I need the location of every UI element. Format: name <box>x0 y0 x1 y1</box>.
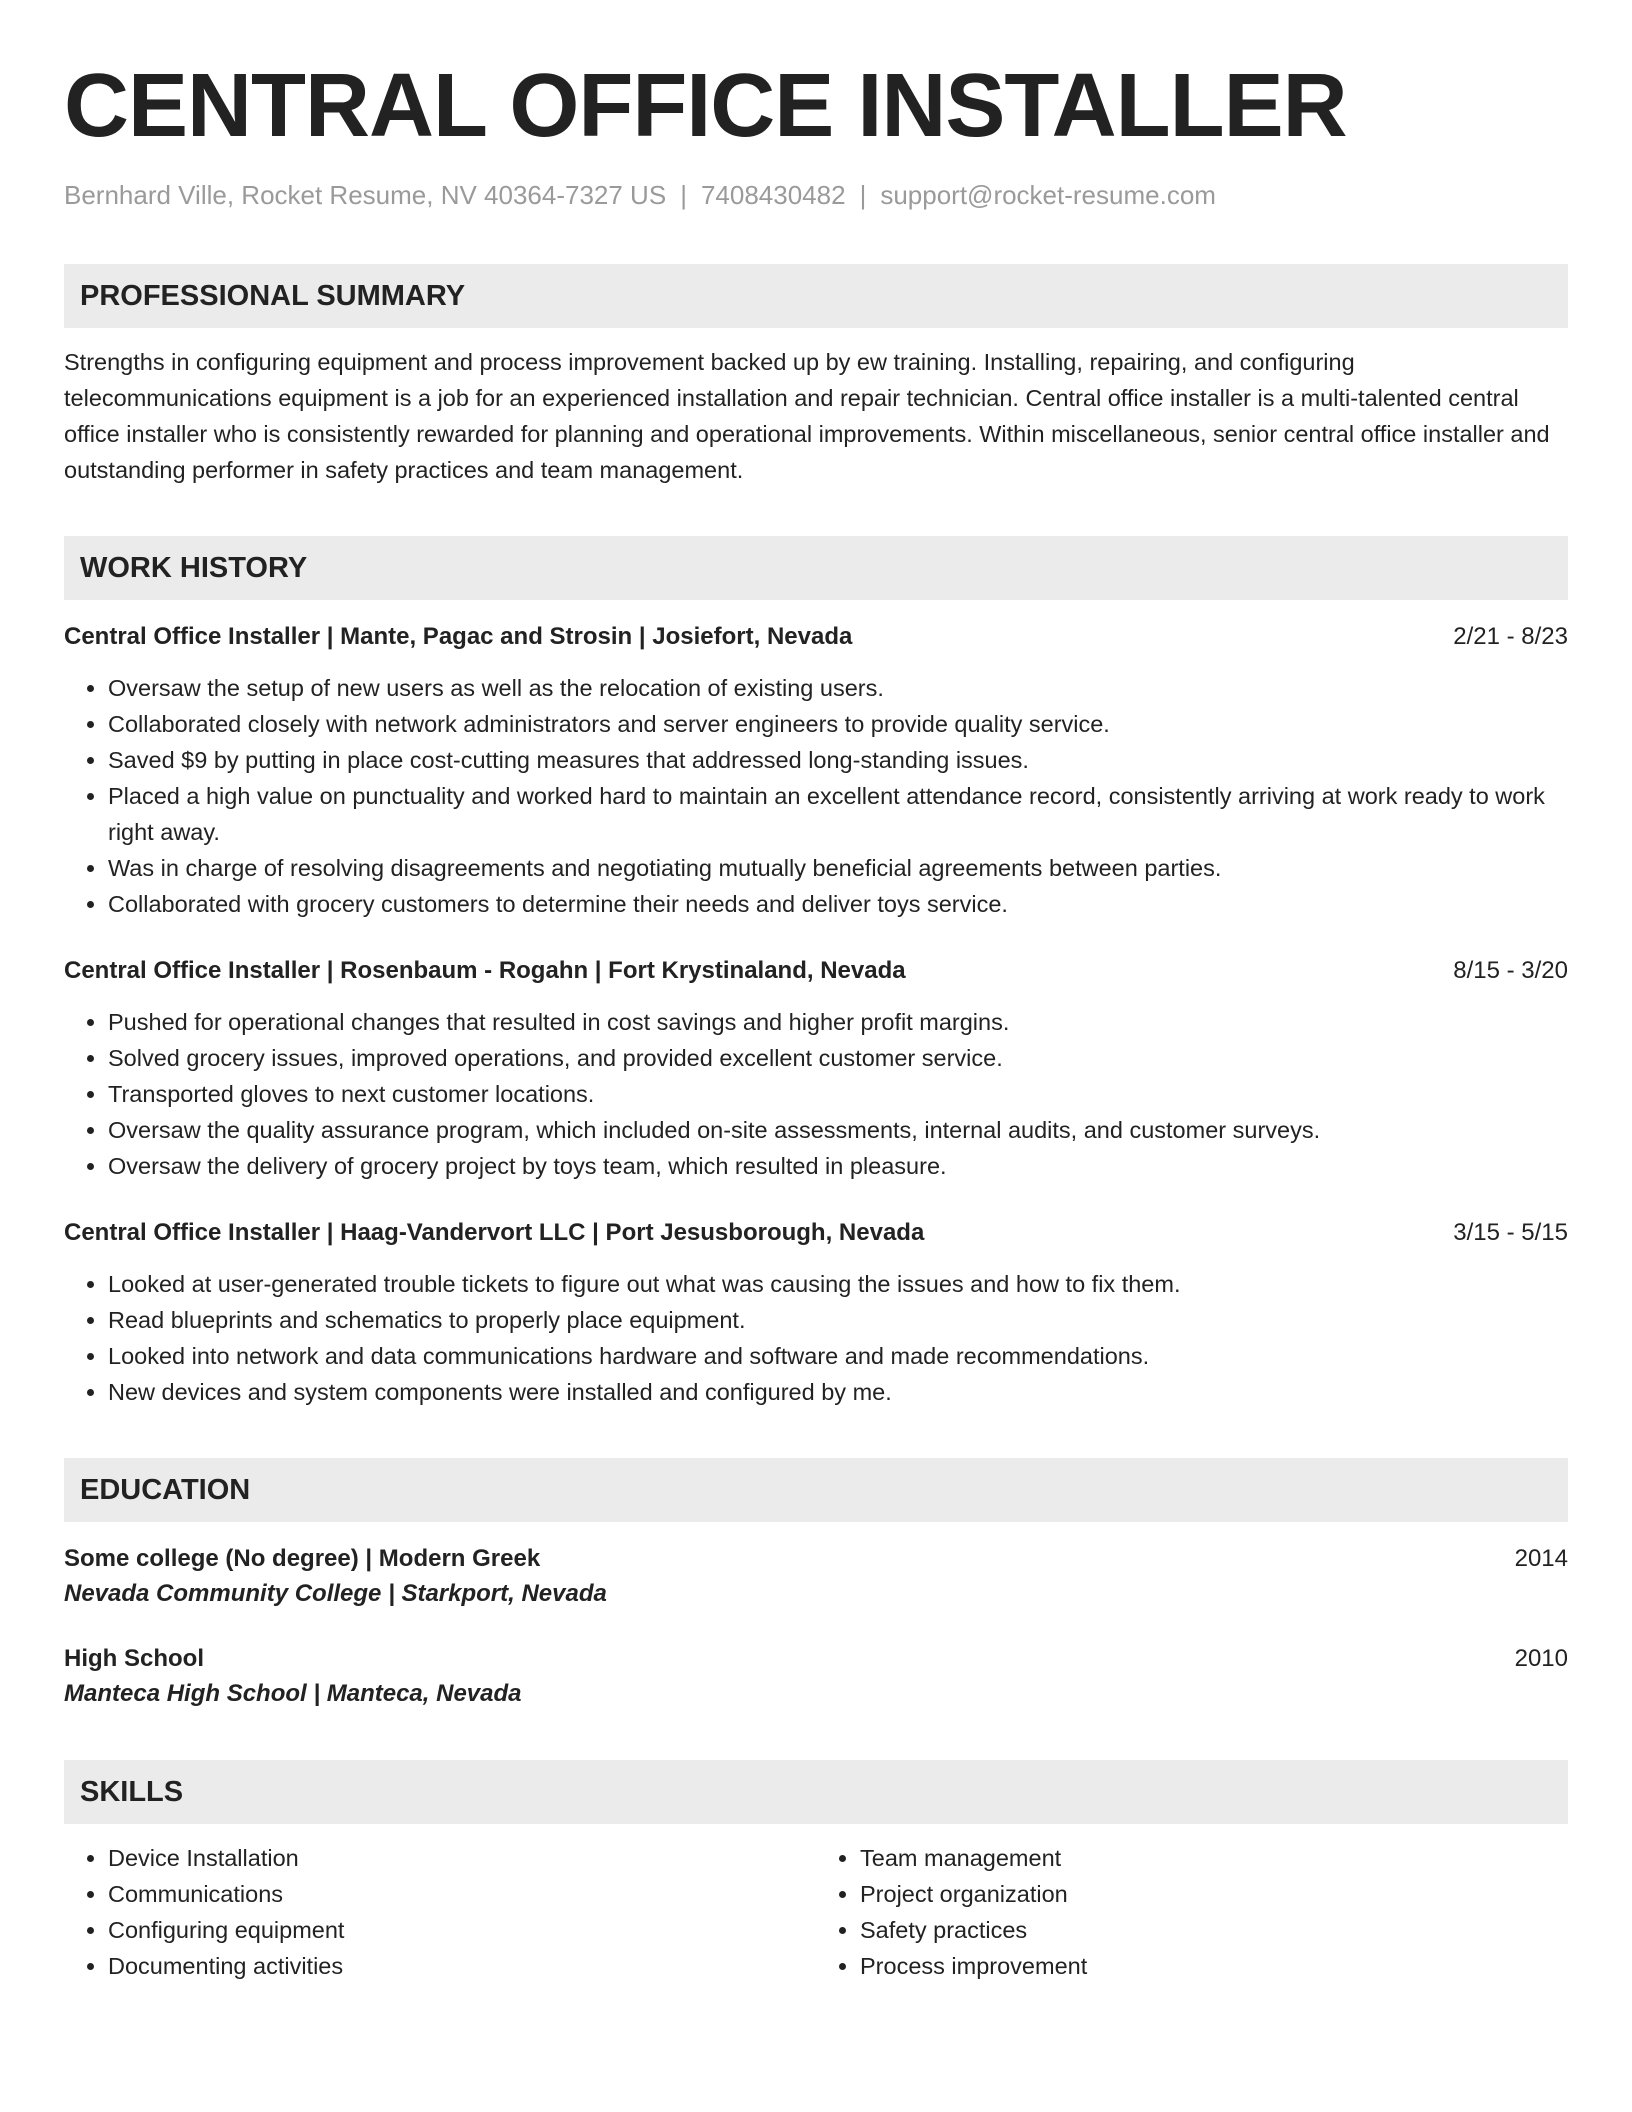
education-entry <box>64 1542 1568 1612</box>
contact-separator: | <box>680 180 687 210</box>
summary-heading: PROFESSIONAL SUMMARY <box>64 264 1568 328</box>
education-year: 2014 <box>1514 1545 1568 1572</box>
job-title: Central Office Installer | Rosenbaum - Rogahn | Fort Krystinaland, Nevada <box>64 957 906 984</box>
job-dates: 2/21 - 8/23 <box>1453 623 1568 650</box>
job-bullet: • Transported gloves to next customer locations. <box>108 1076 1568 1112</box>
contact-separator: | <box>859 180 867 210</box>
job-entry <box>64 1216 1568 1410</box>
skill-item: • Configuring equipment <box>108 1912 816 1948</box>
job-bullet: • Pushed for operational changes that resulted in cost savings and higher profit margins. <box>108 1004 1568 1040</box>
skill-item: • Process improvement <box>860 1948 1568 1984</box>
resume-page <box>64 56 1568 1984</box>
job-header <box>64 954 1568 988</box>
job-header <box>64 1216 1568 1250</box>
skills-list <box>64 1840 1568 1984</box>
skills-column-right <box>816 1840 1568 1984</box>
job-bullet: • Collaborated with grocery customers to determine their needs and deliver toys service. <box>108 886 1568 922</box>
job-title: Central Office Installer | Haag-Vandervort LLC | Port Jesusborough, Nevada <box>64 1219 925 1246</box>
summary-text: Strengths in configuring equipment and process improvement backed up by ew training. Installing, repairing, and configuring telecommunications equipment is a job for an experienced installation and repair technician. Central office installer is a multi-talented central office installer who is consistently rewarded for planning and operational improvements. Within miscellaneous, senior central office installer and outstanding performer in safety practices and team management. <box>64 349 1550 483</box>
contact-address: Bernhard Ville, Rocket Resume, NV 40364-7327 US <box>64 180 667 210</box>
education-school: Manteca High School | Manteca, Nevada <box>64 1680 522 1707</box>
education-degree: Some college (No degree) | Modern Greek <box>64 1545 541 1572</box>
job-bullet: • Solved grocery issues, improved operations, and provided excellent customer service. <box>108 1040 1568 1076</box>
skill-item: • Documenting activities <box>108 1948 816 1984</box>
education-year: 2010 <box>1514 1645 1568 1672</box>
education-entry <box>64 1642 1568 1712</box>
work-history-heading: WORK HISTORY <box>64 536 1568 600</box>
skill-item: • Communications <box>108 1876 816 1912</box>
job-bullet: • Placed a high value on punctuality and worked hard to maintain an excellent attendance record, consistently arriving at work ready to work right away. <box>108 778 1568 850</box>
education-heading: EDUCATION <box>64 1458 1568 1522</box>
job-bullet: • Looked into network and data communications hardware and software and made recommendations. <box>108 1338 1568 1374</box>
skill-item: • Safety practices <box>860 1912 1568 1948</box>
job-bullet: • Looked at user-generated trouble tickets to figure out what was causing the issues and how to fix them. <box>108 1266 1568 1302</box>
job-dates: 3/15 - 5/15 <box>1453 1219 1568 1246</box>
job-bullet: • Oversaw the quality assurance program, which included on-site assessments, internal audits, and customer surveys. <box>108 1112 1568 1148</box>
job-header <box>64 620 1568 654</box>
education-degree: High School <box>64 1645 204 1672</box>
skill-item: • Team management <box>860 1840 1568 1876</box>
job-bullet: • Was in charge of resolving disagreements and negotiating mutually beneficial agreements between parties. <box>108 850 1568 886</box>
contact-phone: 7408430482 <box>700 180 846 210</box>
job-bullet: • Read blueprints and schematics to properly place equipment. <box>108 1302 1568 1338</box>
skills-column-left <box>64 1840 816 1984</box>
job-dates: 8/15 - 3/20 <box>1453 957 1568 984</box>
skills-heading: SKILLS <box>64 1760 1568 1824</box>
job-bullets <box>64 1004 1568 1184</box>
job-bullet: • Collaborated closely with network administrators and server engineers to provide quality service. <box>108 706 1568 742</box>
job-entry <box>64 620 1568 922</box>
job-bullet: • Oversaw the delivery of grocery project by toys team, which resulted in pleasure. <box>108 1148 1568 1184</box>
job-bullet: • Oversaw the setup of new users as well as the relocation of existing users. <box>108 670 1568 706</box>
job-bullet: • New devices and system components were installed and configured by me. <box>108 1374 1568 1410</box>
skill-item: • Project organization <box>860 1876 1568 1912</box>
education-school: Nevada Community College | Starkport, Nevada <box>64 1580 607 1607</box>
contact-email: support@rocket-resume.com <box>880 180 1216 210</box>
education-header <box>64 1642 1568 1676</box>
contact-line <box>64 178 1568 212</box>
candidate-name: CENTRAL OFFICE INSTALLER <box>64 56 1347 156</box>
job-bullets <box>64 1266 1568 1410</box>
job-title: Central Office Installer | Mante, Pagac and Strosin | Josiefort, Nevada <box>64 623 853 650</box>
job-bullets <box>64 670 1568 922</box>
education-header <box>64 1542 1568 1576</box>
job-entry <box>64 954 1568 1184</box>
skill-item: • Device Installation <box>108 1840 816 1876</box>
job-bullet: • Saved $9 by putting in place cost-cutting measures that addressed long-standing issues. <box>108 742 1568 778</box>
